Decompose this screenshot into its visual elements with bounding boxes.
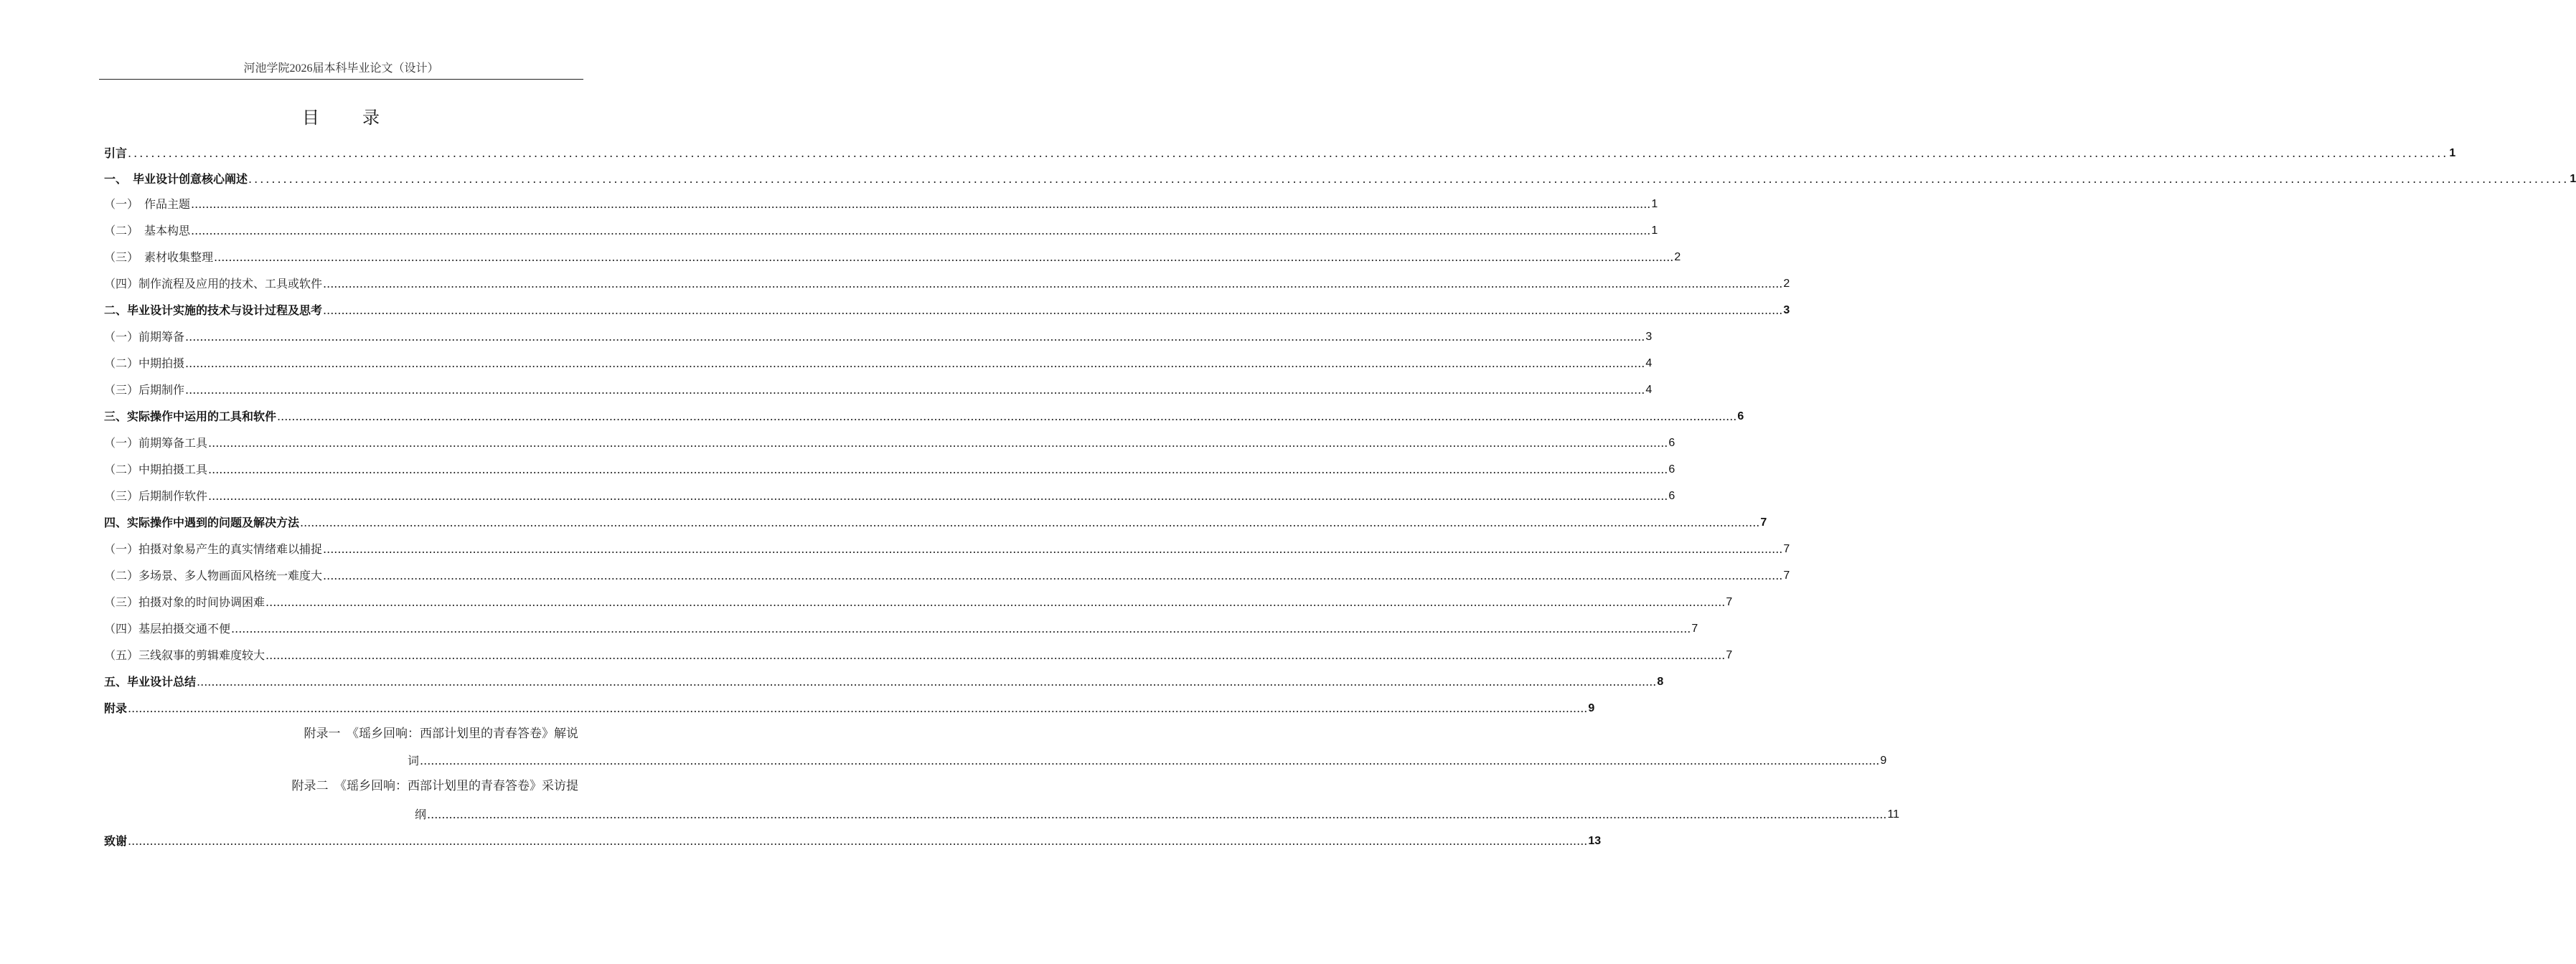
toc-entry-label: 致谢 <box>104 834 128 848</box>
toc-entry-label: 一、 毕业设计创意核心阐述 <box>104 172 248 186</box>
toc-leader-dots: ................................................................................................................................................................................................................................................................................................................................................................................................................ <box>277 410 1737 423</box>
toc-entry-label: （三）后期制作 <box>104 383 185 397</box>
toc-entry-label: 四、实际操作中遇到的问题及解决方法 <box>104 516 300 529</box>
toc-entry-page: 2 <box>1783 278 1790 290</box>
toc-leader-dots: ................................................................................................................................................................................................................................................................................................................................................................................................................ <box>323 303 1783 317</box>
toc-leader-dots: ................................................................................................................................................................................................................................................................................................................................................................................................................ <box>128 701 1588 715</box>
toc-entry-label: （一）拍摄对象易产生的真实情绪难以捕捉 <box>104 542 323 556</box>
toc-entry-4-5[interactable] <box>104 645 1733 663</box>
toc-leader-dots: ................................................................................................................................................................................................................................................................................................................................................................................................................ <box>191 224 1651 237</box>
toc-leader-dots: ................................................................................................................................................................................................................................................................................................................................................................................................................ <box>191 197 1651 211</box>
toc-entry-label: 二、毕业设计实施的技术与设计过程及思考 <box>104 303 323 317</box>
header-rule <box>99 79 583 80</box>
toc-leader-dots: ................................................................................................................................................................................................................................................................................................................................................................................................................ <box>197 675 1657 689</box>
toc-entry-2-1[interactable] <box>104 326 1653 345</box>
toc-entry-page: 13 <box>1588 835 1602 847</box>
toc-entry-label: 引言 <box>104 146 128 160</box>
toc-entry-page: 3 <box>1645 331 1653 343</box>
toc-entry-page: 4 <box>1645 357 1653 369</box>
toc-entry-page: 3 <box>1783 304 1790 316</box>
toc-leader-dots: ................................................................................................................................................................................................................................................................................................................................................................................................................ <box>185 383 1645 397</box>
page-title: 目 录 <box>302 108 392 128</box>
toc-entry-page: 7 <box>1726 649 1733 661</box>
toc-entry-page: 2 <box>1674 251 1681 263</box>
toc-entry-appendix-1-line1[interactable]: 附录一 《瑶乡回响：西部计划里的青春答卷》解说 <box>304 727 578 741</box>
toc-entry-label: （四）制作流程及应用的技术、工具或软件 <box>104 277 323 290</box>
toc-entry-page: 8 <box>1657 676 1664 688</box>
toc-leader-dots: ................................................................................................................................................................................................................................................................................................................................................................................................................ <box>128 834 1588 848</box>
toc-leader-dots: ................................................................................................................................................................................................................................................................................................................................................................................................................ <box>427 808 1887 821</box>
toc-entry-section-5[interactable] <box>104 671 1664 690</box>
toc-entry-label: （一） 作品主题 <box>104 197 191 211</box>
toc-entry-page: 6 <box>1668 490 1675 502</box>
toc-entry-label: 三、实际操作中运用的工具和软件 <box>104 410 277 423</box>
toc-entry-label: （二）多场景、多人物画面风格统一难度大 <box>104 569 323 582</box>
toc-leader-dots: ................................................................................................................................................................................................................................................................................................................................................................................................................ <box>323 277 1783 290</box>
toc-entry-page: 1 <box>2570 173 2576 185</box>
toc-entry-label: 纲 <box>415 808 427 821</box>
toc-entry-page: 7 <box>1783 543 1790 555</box>
toc-leader-dots: ................................................................................................................................................................................................................................................................................................................................................................................................................ <box>128 146 2449 160</box>
toc-entry-label: （三） 素材收集整理 <box>104 250 214 264</box>
toc-entry-label: 词 <box>408 754 420 767</box>
toc-entry-page: 4 <box>1645 384 1653 396</box>
toc-entry-3-3[interactable] <box>104 486 1675 504</box>
toc-entry-label: （一）前期筹备工具 <box>104 436 208 450</box>
toc-entry-2-2[interactable] <box>104 353 1653 372</box>
toc-leader-dots: ................................................................................................................................................................................................................................................................................................................................................................................................................ <box>265 595 1726 609</box>
toc-entry-page: 7 <box>1691 623 1698 635</box>
toc-entry-section-4[interactable] <box>104 512 1767 531</box>
toc-entry-page: 7 <box>1760 516 1767 529</box>
toc-entry-3-1[interactable] <box>104 433 1675 451</box>
toc-entry-appendix-1-line2[interactable] <box>408 750 1887 769</box>
toc-leader-dots: ................................................................................................................................................................................................................................................................................................................................................................................................................ <box>185 330 1645 344</box>
toc-entry-label: （二）中期拍摄工具 <box>104 463 208 476</box>
page-header: 河池学院2026届本科毕业论文（设计） <box>243 62 439 75</box>
toc-entry-1-2[interactable] <box>104 220 1658 239</box>
toc-entry-page: 1 <box>1651 225 1658 237</box>
toc-entry-acknowledgement[interactable] <box>104 831 1602 849</box>
toc-entry-page: 7 <box>1783 570 1790 582</box>
toc-entry-appendix-2-line1[interactable]: 附录二 《瑶乡回响：西部计划里的青春答卷》采访提 <box>291 779 578 793</box>
toc-entry-page: 9 <box>1880 755 1887 767</box>
toc-entry-label: （三）后期制作软件 <box>104 489 208 503</box>
toc-entry-label: （五）三线叙事的剪辑难度较大 <box>104 648 265 662</box>
toc-leader-dots: ................................................................................................................................................................................................................................................................................................................................................................................................................ <box>420 754 1880 767</box>
toc-entry-4-1[interactable] <box>104 539 1790 557</box>
toc-leader-dots: ................................................................................................................................................................................................................................................................................................................................................................................................................ <box>300 516 1760 529</box>
toc-leader-dots: ................................................................................................................................................................................................................................................................................................................................................................................................................ <box>214 250 1674 264</box>
toc-leader-dots: ................................................................................................................................................................................................................................................................................................................................................................................................................ <box>265 648 1726 662</box>
toc-entry-page: 7 <box>1726 596 1733 608</box>
toc-entry-label: （四）基层拍摄交通不便 <box>104 622 231 635</box>
toc-leader-dots: ................................................................................................................................................................................................................................................................................................................................................................................................................ <box>208 489 1668 503</box>
toc-entry-page: 6 <box>1737 410 1744 422</box>
toc-leader-dots: ................................................................................................................................................................................................................................................................................................................................................................................................................ <box>231 622 1691 635</box>
toc-entry-appendix[interactable] <box>104 698 1595 717</box>
toc-entry-page: 1 <box>1651 198 1658 210</box>
toc-entry-1-1[interactable] <box>104 194 1658 212</box>
toc-entry-label: （二） 基本构思 <box>104 224 191 237</box>
toc-entry-4-4[interactable] <box>104 618 1698 637</box>
toc-leader-dots: ................................................................................................................................................................................................................................................................................................................................................................................................................ <box>208 463 1668 476</box>
toc-leader-dots: ................................................................................................................................................................................................................................................................................................................................................................................................................ <box>323 569 1783 582</box>
toc-leader-dots: ................................................................................................................................................................................................................................................................................................................................................................................................................ <box>185 356 1645 370</box>
toc-entry-label: 五、毕业设计总结 <box>104 675 197 689</box>
toc-entry-appendix-2-line2[interactable] <box>415 804 1899 823</box>
toc-leader-dots: ................................................................................................................................................................................................................................................................................................................................................................................................................ <box>323 542 1783 556</box>
toc-entry-4-2[interactable] <box>104 565 1790 584</box>
toc-entry-page: 9 <box>1588 702 1595 714</box>
toc-entry-page: 6 <box>1668 463 1675 476</box>
toc-entry-label: （一）前期筹备 <box>104 330 185 344</box>
toc-entry-4-3[interactable] <box>104 592 1733 610</box>
toc-leader-dots: ................................................................................................................................................................................................................................................................................................................................................................................................................ <box>208 436 1668 450</box>
toc-entry-1-4[interactable] <box>104 273 1790 292</box>
toc-entry-label: 附录 <box>104 701 128 715</box>
toc-entry-section-2[interactable] <box>104 300 1790 318</box>
toc-leader-dots: ................................................................................................................................................................................................................................................................................................................................................................................................................ <box>248 172 2570 186</box>
toc-entry-page: 6 <box>1668 437 1675 449</box>
toc-entry-page: 1 <box>2449 147 2456 159</box>
toc-entry-page: 11 <box>1887 808 1899 821</box>
toc-entry-section-3[interactable] <box>104 406 1744 425</box>
toc-entry-section-1[interactable] <box>104 169 2576 187</box>
toc-entry-2-3[interactable] <box>104 379 1653 398</box>
toc-entry-1-3[interactable] <box>104 247 1681 265</box>
toc-entry-3-2[interactable] <box>104 459 1675 478</box>
toc-entry-label: （三）拍摄对象的时间协调困难 <box>104 595 265 609</box>
toc-entry-label: （二）中期拍摄 <box>104 356 185 370</box>
toc-entry-introduction[interactable] <box>104 143 2456 161</box>
